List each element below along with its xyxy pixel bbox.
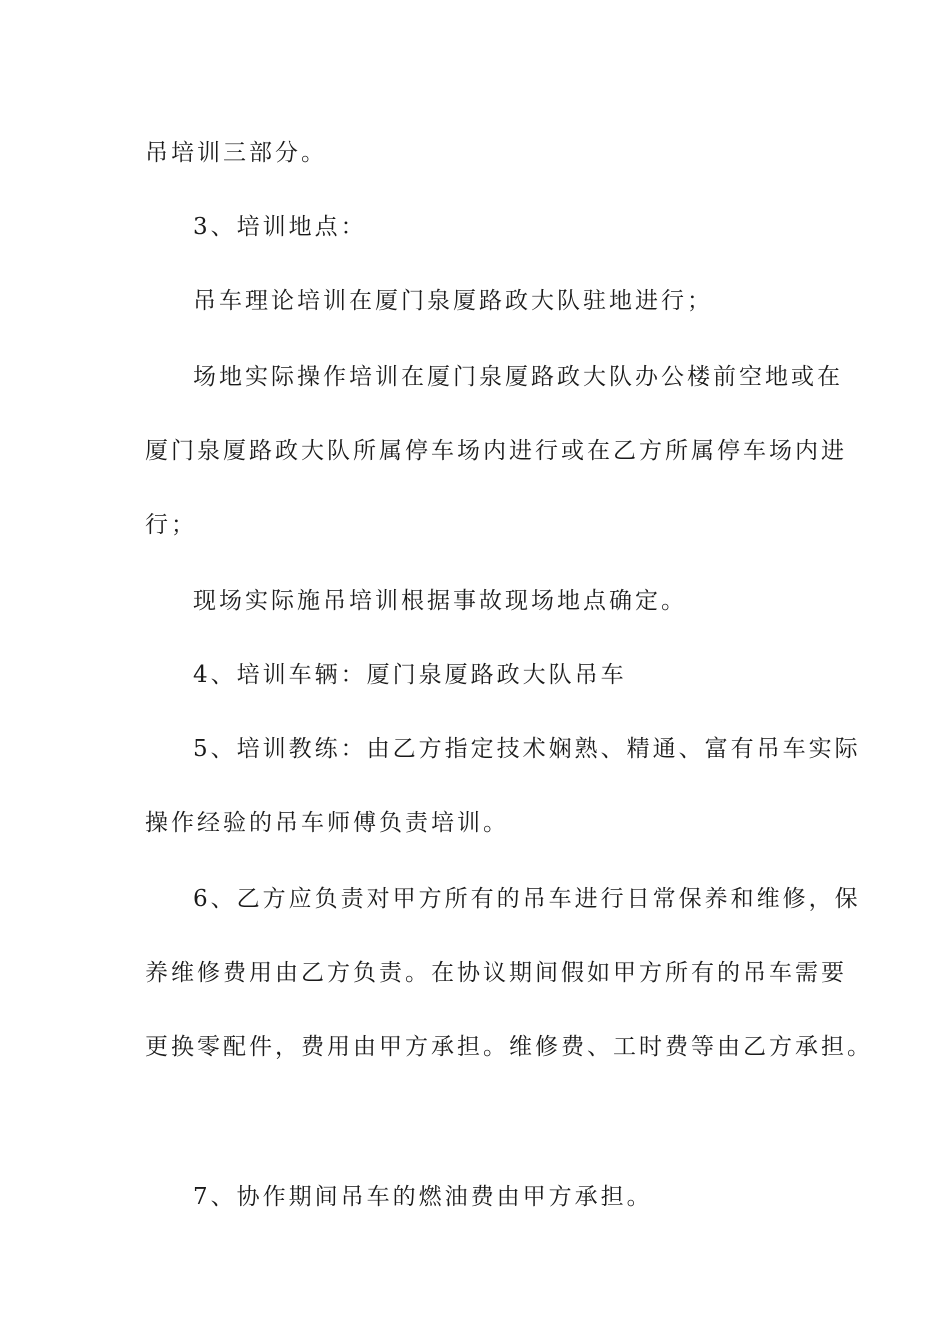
text-line: 厦门泉厦路政大队所属停车场内进行或在乙方所属停车场内进 bbox=[145, 438, 847, 464]
text-line: 7、协作期间吊车的燃油费由甲方承担。 bbox=[193, 1184, 653, 1210]
text-line: 更换零配件，费用由甲方承担。维修费、工时费等由乙方承担。 bbox=[145, 1034, 873, 1060]
text-line: 吊培训三部分。 bbox=[145, 140, 327, 166]
text-line: 5、培训教练：由乙方指定技术娴熟、精通、富有吊车实际 bbox=[193, 736, 861, 762]
text-line: 吊车理论培训在厦门泉厦路政大队驻地进行； bbox=[193, 288, 713, 314]
text-line: 操作经验的吊车师傅负责培训。 bbox=[145, 810, 509, 836]
text-line: 养维修费用由乙方负责。在协议期间假如甲方所有的吊车需要 bbox=[145, 960, 847, 986]
text-line: 场地实际操作培训在厦门泉厦路政大队办公楼前空地或在 bbox=[193, 364, 843, 390]
text-line: 现场实际施吊培训根据事故现场地点确定。 bbox=[193, 588, 687, 614]
text-line: 行； bbox=[145, 512, 197, 538]
text-line: 6、乙方应负责对甲方所有的吊车进行日常保养和维修，保 bbox=[193, 886, 861, 912]
text-line: 3、培训地点： bbox=[193, 214, 367, 240]
text-line: 4、培训车辆：厦门泉厦路政大队吊车 bbox=[193, 662, 627, 688]
